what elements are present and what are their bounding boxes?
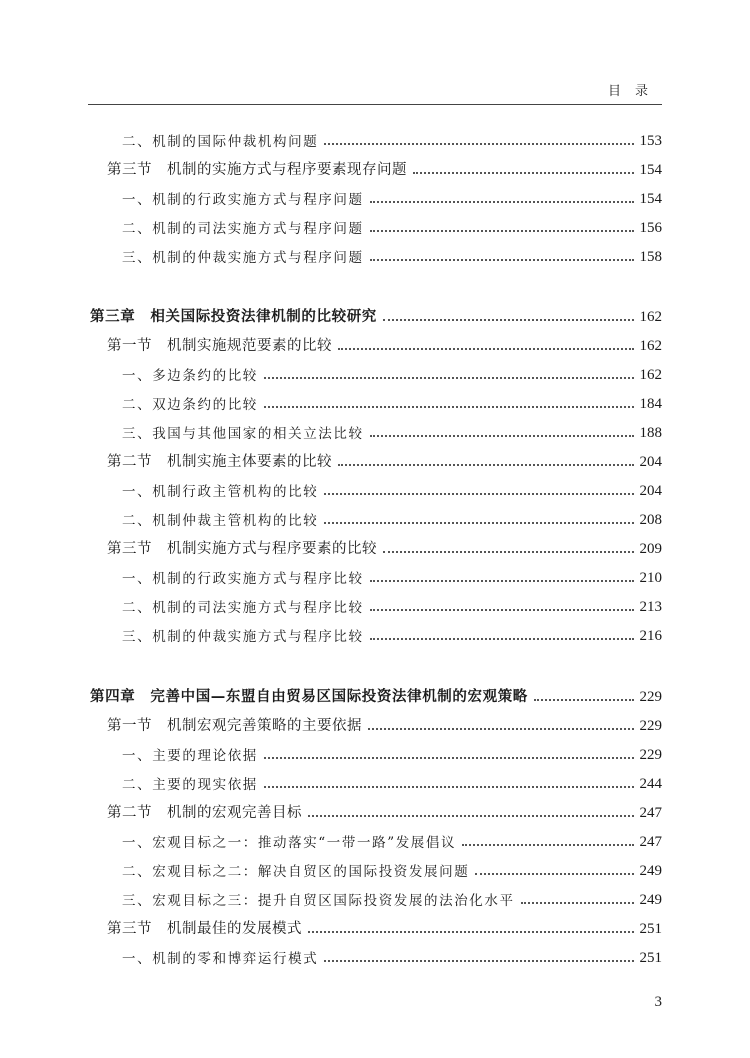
- dot-leader: [324, 143, 633, 145]
- toc-page-number: 209: [639, 541, 662, 557]
- toc-entry-title: 第三章 相关国际投资法律机制的比较研究: [90, 309, 377, 325]
- dot-leader: [475, 873, 633, 875]
- toc-item-row[interactable]: [122, 507, 662, 529]
- dot-leader: [264, 377, 634, 379]
- toc-page-number: 244: [639, 776, 662, 792]
- toc-entry-title: 第二节 机制的宏观完善目标: [107, 805, 302, 821]
- dot-leader: [370, 638, 634, 640]
- toc-item-row[interactable]: [122, 478, 662, 500]
- dot-leader: [264, 406, 634, 408]
- dot-leader: [370, 580, 634, 582]
- toc-entry-title: 一、宏观目标之一：推动落实“一带一路”发展倡议: [122, 835, 457, 851]
- toc-entry-title: 三、机制的仲裁实施方式与程序比较: [122, 629, 364, 645]
- toc-item-row[interactable]: [122, 742, 662, 764]
- toc-item-row[interactable]: [122, 771, 662, 793]
- toc-entry-title: 二、宏观目标之二：解决自贸区的国际投资发展问题: [122, 864, 470, 880]
- toc-item-row[interactable]: [122, 244, 662, 266]
- toc-entry-title: 二、双边条约的比较: [122, 397, 258, 413]
- toc-item-row[interactable]: [122, 391, 662, 413]
- toc-item-row[interactable]: [122, 565, 662, 587]
- toc-item-row[interactable]: [122, 623, 662, 645]
- toc-item-row[interactable]: [122, 362, 662, 384]
- dot-leader: [413, 172, 634, 174]
- toc-page-number: 247: [639, 834, 662, 850]
- toc-page-number: 247: [639, 805, 662, 821]
- dot-leader: [383, 319, 634, 321]
- toc-entry-title: 一、机制的行政实施方式与程序问题: [122, 192, 364, 208]
- toc-entry-title: 第三节 机制实施方式与程序要素的比较: [107, 541, 377, 557]
- toc-page-number: 229: [639, 747, 662, 763]
- toc-entry-title: 一、机制的零和博弈运行模式: [122, 951, 319, 967]
- toc-page-number: 249: [639, 863, 662, 879]
- dot-leader: [338, 348, 634, 350]
- toc-entry-title: 二、机制仲裁主管机构的比较: [122, 513, 319, 529]
- toc-item-row[interactable]: [122, 420, 662, 442]
- dot-leader: [370, 259, 634, 261]
- toc-entry-title: 二、机制的司法实施方式与程序问题: [122, 221, 364, 237]
- toc-entry-title: 二、机制的国际仲裁机构问题: [122, 134, 319, 150]
- dot-leader: [264, 786, 634, 788]
- dot-leader: [521, 902, 634, 904]
- toc-page-number: 162: [639, 309, 662, 325]
- toc-page-number: 249: [639, 892, 662, 908]
- toc-section-row[interactable]: [107, 713, 662, 735]
- dot-leader: [324, 960, 633, 962]
- toc-page-number: 188: [639, 425, 662, 441]
- toc-entry-title: 第四章 完善中国—东盟自由贸易区国际投资法律机制的宏观策略: [90, 689, 528, 705]
- toc-chapter-row[interactable]: [90, 304, 662, 326]
- toc-section-row[interactable]: [107, 916, 662, 938]
- dot-leader: [338, 464, 634, 466]
- toc-entry-title: 一、机制的行政实施方式与程序比较: [122, 571, 364, 587]
- toc-page-number: 162: [639, 367, 662, 383]
- toc-item-row[interactable]: [122, 186, 662, 208]
- dot-leader: [368, 728, 634, 730]
- toc-section-row[interactable]: [107, 157, 662, 179]
- dot-leader: [370, 230, 634, 232]
- toc-item-row[interactable]: [122, 215, 662, 237]
- toc-page-number: 213: [639, 599, 662, 615]
- toc-entry-title: 第一节 机制实施规范要素的比较: [107, 338, 332, 354]
- toc-page-number: 208: [639, 512, 662, 528]
- dot-leader: [264, 757, 634, 759]
- toc-item-row[interactable]: [122, 945, 662, 967]
- toc-section-row[interactable]: [107, 333, 662, 355]
- toc-page-number: 154: [639, 191, 662, 207]
- toc-item-row[interactable]: [122, 887, 662, 909]
- toc-item-row[interactable]: [122, 128, 662, 150]
- toc-item-row[interactable]: [122, 858, 662, 880]
- dot-leader: [370, 435, 634, 437]
- toc-page-number: 184: [639, 396, 662, 412]
- toc-entry-title: 三、机制的仲裁实施方式与程序问题: [122, 250, 364, 266]
- toc-entry-title: 第一节 机制宏观完善策略的主要依据: [107, 718, 362, 734]
- toc-item-row[interactable]: [122, 829, 662, 851]
- toc-page-number: 162: [639, 338, 662, 354]
- toc-entry-title: 第三节 机制最佳的发展模式: [107, 921, 302, 937]
- toc-page-number: 229: [639, 718, 662, 734]
- dot-leader: [370, 609, 634, 611]
- toc-entry-title: 一、主要的理论依据: [122, 748, 258, 764]
- toc-page-number: 216: [639, 628, 662, 644]
- toc-section-row[interactable]: [107, 536, 662, 558]
- toc-section-row[interactable]: [107, 800, 662, 822]
- toc-page-number: 153: [639, 133, 662, 149]
- toc-entry-title: 三、我国与其他国家的相关立法比较: [122, 426, 364, 442]
- toc-page-number: 251: [639, 950, 662, 966]
- toc-section-row[interactable]: [107, 449, 662, 471]
- dot-leader: [534, 699, 634, 701]
- toc-item-row[interactable]: [122, 594, 662, 616]
- dot-leader: [370, 201, 634, 203]
- dot-leader: [383, 551, 634, 553]
- toc-page-number: 210: [639, 570, 662, 586]
- dot-leader: [462, 844, 633, 846]
- toc-entry-title: 一、多边条约的比较: [122, 368, 258, 384]
- toc-entry-title: 三、宏观目标之三：提升自贸区国际投资发展的法治化水平: [122, 893, 515, 909]
- toc-page-number: 156: [639, 220, 662, 236]
- dot-leader: [324, 493, 633, 495]
- dot-leader: [324, 522, 633, 524]
- dot-leader: [308, 931, 634, 933]
- toc-entry-title: 第三节 机制的实施方式与程序要素现存问题: [107, 162, 407, 178]
- running-header-title: 目录: [607, 84, 662, 99]
- toc-entry-title: 二、主要的现实依据: [122, 777, 258, 793]
- toc-chapter-row[interactable]: [90, 684, 662, 706]
- toc-page-number: 154: [639, 162, 662, 178]
- toc-entry-title: 二、机制的司法实施方式与程序比较: [122, 600, 364, 616]
- page-number: 3: [654, 994, 662, 1010]
- toc-entry-title: 第二节 机制实施主体要素的比较: [107, 454, 332, 470]
- toc-page-number: 204: [639, 483, 662, 499]
- toc-page-number: 251: [639, 921, 662, 937]
- dot-leader: [308, 815, 634, 817]
- toc-page-number: 204: [639, 454, 662, 470]
- toc-page-number: 158: [639, 249, 662, 265]
- toc-page-number: 229: [639, 689, 662, 705]
- toc-entry-title: 一、机制行政主管机构的比较: [122, 484, 319, 500]
